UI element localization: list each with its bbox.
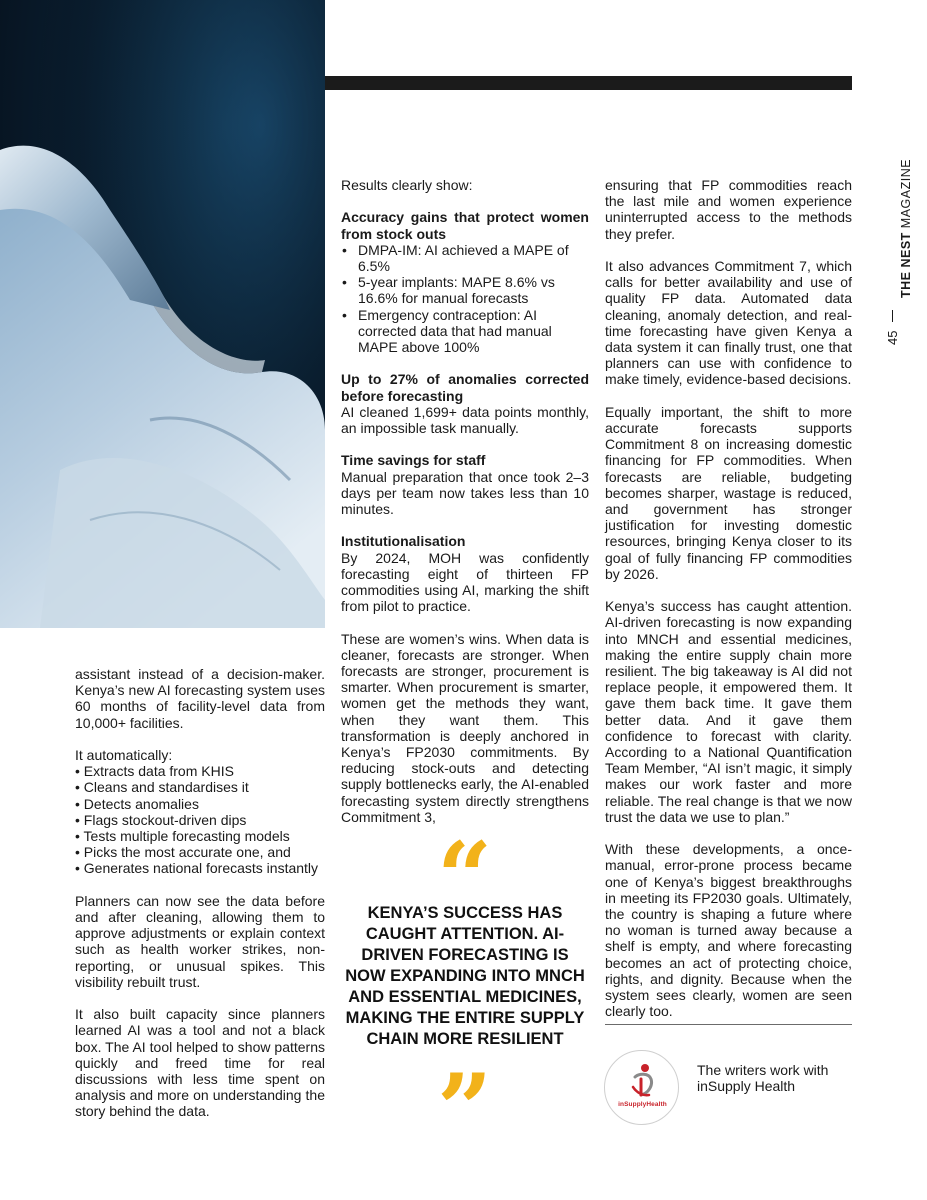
page-number: 45	[885, 330, 900, 345]
section-heading: Up to 27% of anomalies corrected before forecasting	[341, 371, 589, 404]
paragraph: It automatically:	[75, 747, 173, 763]
list-item: • Cleans and standardises it	[75, 779, 249, 796]
feature-list	[75, 763, 325, 876]
magazine-side-tag	[879, 150, 913, 350]
logo-wordmark: inSupplyHealth	[618, 1101, 667, 1108]
section-heading: Time savings for staff	[341, 452, 486, 469]
paragraph: With these developments, a once-manual, error-prone process became one of Kenya’s biggest breakthroughs in meeting its FP2030 goals. Ultimately, the country is shaping a future where no woman is turned away because a shelf is empty, and where forecasting becomes an act of protecting choice, rights, and dignity. Because when the system sees clearly, women are seen clearly too.	[605, 841, 852, 1020]
list-item: • Generates national forecasts instantly	[75, 860, 319, 877]
gloved-hand-illustration	[0, 0, 325, 628]
paragraph: By 2024, MOH was confidently forecasting eight of thirteen FP commodities using AI, marking the shift from pilot to practice.	[341, 549, 589, 615]
article-column-1	[75, 666, 325, 1136]
paragraph: Manual preparation that once took 2–3 days per team now takes less than 10 minutes.	[341, 468, 589, 518]
paragraph: It also built capacity since planners learned AI was a tool and not a black box. The AI tool helped to show patterns quickly and freed time for real discussions with less time spent on analysis and more on understanding the story behind the data.	[75, 1006, 325, 1120]
author-note: The writers work with inSupply Health	[697, 1062, 829, 1095]
article-column-2	[341, 177, 589, 841]
list-item: • Picks the most accurate one, and	[75, 844, 291, 861]
list-item: • DMPA-IM: AI achieved a MAPE of 6.5%	[341, 242, 589, 274]
paragraph: Planners can now see the data before and after cleaning, allowing them to approve adjustments or explain context such as health worker strikes, non-reporting, or unusual spikes. This visibility rebuilt trust.	[75, 892, 325, 990]
open-quote-mark: “	[437, 821, 493, 934]
list-item: • Extracts data from KHIS	[75, 763, 234, 780]
footer-divider	[605, 1024, 852, 1025]
insupply-health-logo	[604, 1050, 679, 1125]
paragraph: AI cleaned 1,699+ data points monthly, an impossible task manually.	[341, 403, 589, 437]
paragraph: Equally important, the shift to more accurate forecasts supports Commitment 8 on increasing domestic financing for FP commodities. When forecasts are reliable, budgeting becomes sharper, wastage is reduced, and government has stronger justification for investing domestic resources, bringing Kenya closer to its goal of fully financing FP commodities by 2026.	[605, 403, 852, 582]
list-item: • Detects anomalies	[75, 795, 199, 812]
side-tag-separator	[892, 310, 893, 322]
header-rule-bar	[325, 76, 852, 90]
results-list	[341, 242, 589, 355]
paragraph: Results clearly show:	[341, 177, 473, 193]
paragraph: ensuring that FP commodities reach the last mile and women experience uninterrupted access to the methods they prefer.	[605, 177, 852, 242]
article-column-3	[605, 177, 852, 1036]
paragraph: Kenya’s success has caught attention. AI-driven forecasting is now expanding into MNCH and essential medicines, making the entire supply chain more resilient. The big takeaway is AI did not replace people, it empowered them. It gave them back time. It gave them better data. And it gave them confidence to forecast with clarity. According to a National Quantification Team Member, “AI isn’t magic, it simply makes our work faster and more reliable. The real change is that we now trust the data we use to plan.”	[605, 598, 852, 825]
section-heading: Accuracy gains that protect women from stock outs	[341, 209, 589, 242]
person-icon	[629, 1063, 657, 1101]
list-item: • Tests multiple forecasting models	[75, 828, 290, 845]
paragraph: assistant instead of a decision-maker. Kenya’s new AI forecasting system uses 60 months of facility-level data from 10,000+ facilities.	[75, 666, 325, 731]
paragraph: These are women’s wins. When data is cleaner, forecasts are stronger. When forecasts are stronger, procurement is smarter. When procurement is smarter, women get the methods they want, when they want them. This transformation is deeply anchored in Kenya’s FP2030 commitments. By reducing stock-outs and detecting supply bottlenecks early, the AI-enabled forecasting system directly strengthens Commitment 3,	[341, 630, 589, 825]
section-heading: Institutionalisation	[341, 533, 466, 550]
hero-photo	[0, 0, 325, 628]
close-quote-mark: ”	[437, 1053, 493, 1166]
pull-quote: KENYA’S SUCCESS HAS CAUGHT ATTENTION. AI-DRIVEN FORECASTING IS NOW EXPANDING INTO MNCH AND ESSENTIAL MEDICINES, MAKING THE ENTIRE SUPPLY CHAIN MORE RESILIENT	[345, 904, 585, 1048]
list-item: • Emergency contraception: AI corrected data that had manual MAPE above 100%	[341, 307, 589, 356]
magazine-name: THE NEST MAGAZINE	[899, 158, 913, 298]
list-item: • Flags stockout-driven dips	[75, 811, 247, 828]
list-item: • 5-year implants: MAPE 8.6% vs 16.6% for manual forecasts	[341, 274, 589, 306]
paragraph: It also advances Commitment 7, which calls for better availability and use of quality FP data. Automated data cleaning, anomaly detection, and real-time forecasting have given Kenya a data system it can finally trust, one that planners can use with confidence to make timely, evidence-based decisions.	[605, 258, 852, 388]
